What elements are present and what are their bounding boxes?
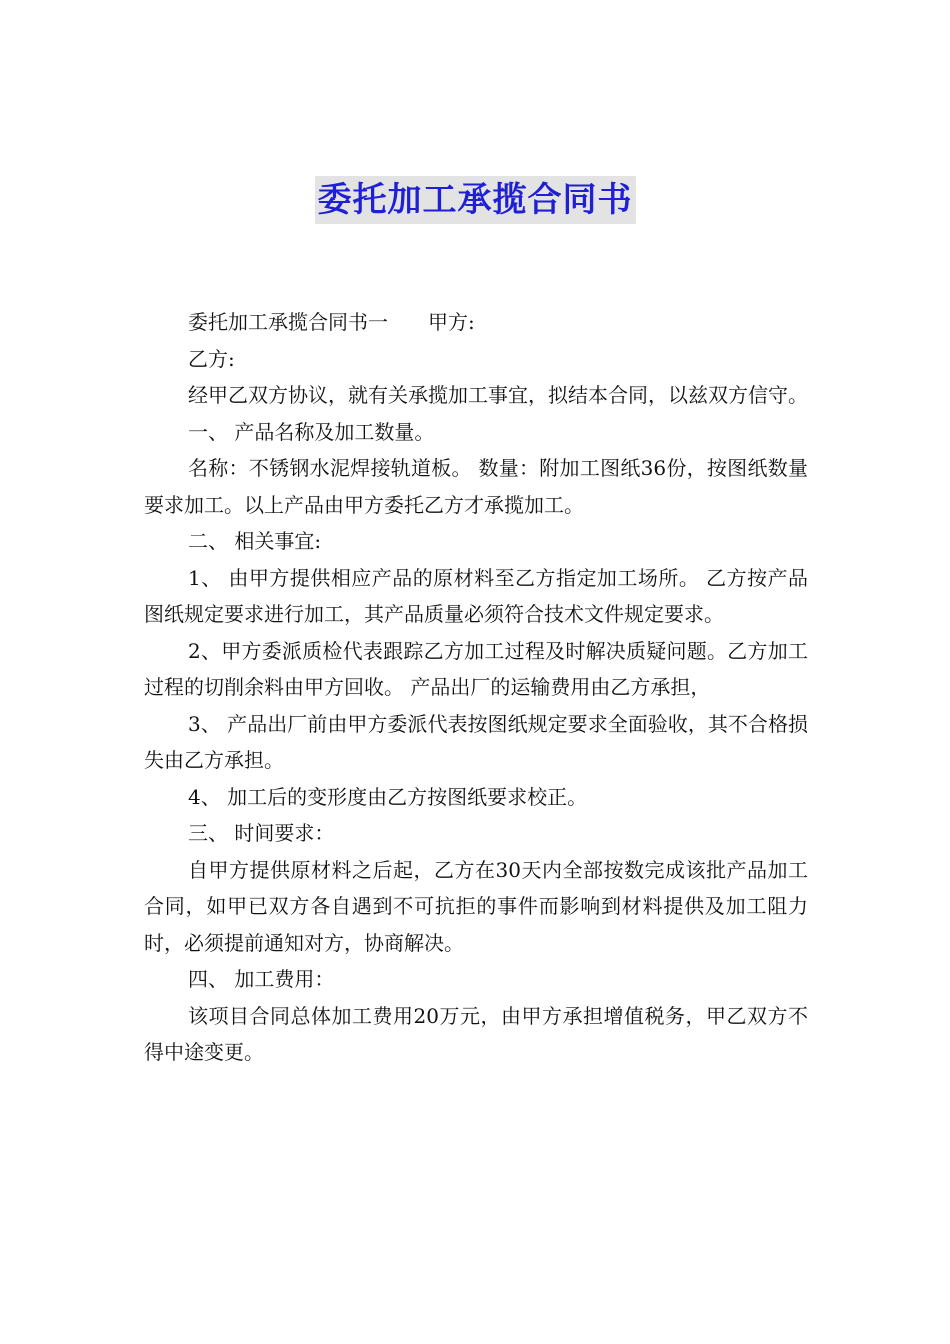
title-container xyxy=(0,176,950,224)
header-line xyxy=(144,304,808,341)
document-title: 委托加工承揽合同书 xyxy=(315,176,636,224)
clause-3: 3、 产品出厂前由甲方委派代表按图纸规定要求全面验收，其不合格损失由乙方承担。 xyxy=(144,711,808,772)
clause-1: 1、 由甲方提供相应产品的原材料至乙方指定加工场所。 乙方按产品图纸规定要求进行加工，其产品质量必须符合技术文件规定要求。 xyxy=(144,565,808,626)
section-heading-1: 一、 产品名称及加工数量。 xyxy=(188,419,435,444)
paragraph-product-name: 名称：不锈钢水泥焊接轨道板。 数量：附加工图纸36份，按图纸数量要求加工。以上产品由甲方委托乙方才承揽加工。 xyxy=(144,456,808,517)
section-heading-2: 二、 相关事宜: xyxy=(188,529,322,553)
header-line-right: 甲方: xyxy=(428,310,475,334)
paragraph-time-requirement: 自甲方提供原材料之后起，乙方在30天内全部按数完成该批产品加工合同，如甲已双方各自遇到不可抗拒的事件而影响到材料提供及加工阻力时，必须提前通知对方，协商解决。 xyxy=(144,857,808,955)
paragraph-processing-fee: 该项目合同总体加工费用20万元，由甲方承担增值税务，甲乙双方不得中途变更。 xyxy=(144,1003,808,1064)
paragraph-party-b: 乙方: xyxy=(188,346,235,371)
clause-2: 2、甲方委派质检代表跟踪乙方加工过程及时解决质疑问题。乙方加工过程的切削余料由甲方回收。 产品出厂的运输费用由乙方承担， xyxy=(144,638,808,699)
paragraph-preamble: 经甲乙双方协议，就有关承揽加工事宜，拟结本合同，以兹双方信守。 xyxy=(188,383,808,407)
section-heading-4: 四、 加工费用： xyxy=(188,967,335,991)
header-line-left: 委托加工承揽合同书一 xyxy=(188,310,388,334)
document-body xyxy=(144,304,808,1071)
clause-4: 4、 加工后的变形度由乙方按图纸要求校正。 xyxy=(188,784,588,809)
section-heading-3: 三、 时间要求： xyxy=(188,821,335,845)
